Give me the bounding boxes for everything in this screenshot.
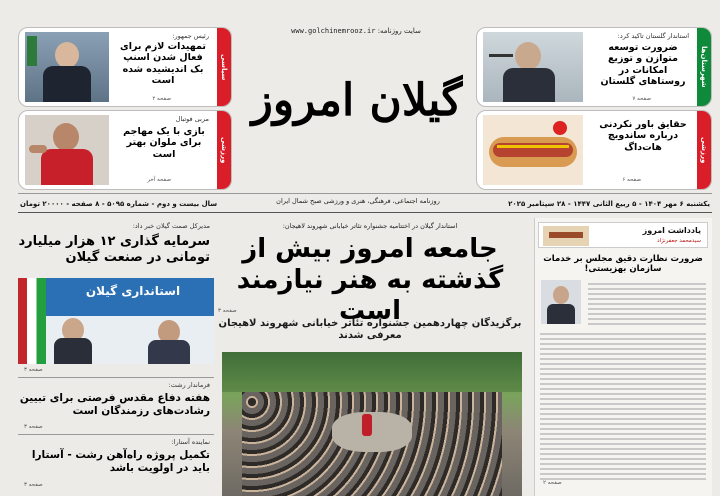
box-top-right[interactable]: [476, 27, 712, 107]
headline[interactable]: ضرورت توسعه متوازن و توزیع امکانات در روستاهای گلستان: [600, 42, 686, 88]
editorial-author-photo: [541, 280, 581, 324]
date-line: یکشنبه ۶ مهر ۱۴۰۴ - ۵ ربیع الثانی ۱۴۴۷ - ۲۸ سپتامبر ۲۰۲۵: [508, 200, 710, 208]
investment-photo: [18, 278, 214, 364]
editorial-column: [534, 218, 712, 496]
page-ref: صفحه ۲: [543, 480, 562, 486]
president-photo: [25, 32, 109, 102]
photo-sign: استانداری گیلان: [85, 284, 181, 298]
left-kicker-2: فرماندار رشت:: [168, 381, 210, 389]
kicker: مربی فوتبال: [175, 115, 209, 123]
lead-page-ref: صفحه ۳: [218, 308, 237, 314]
editorial-body: [540, 330, 706, 483]
website-label: سایت روزنامه:: [377, 27, 421, 35]
divider: [18, 212, 712, 213]
editorial-headline[interactable]: ضرورت نظارت دقیق مجلس بر خدمات سازمان بهزیستی!: [543, 254, 703, 275]
website-line: [242, 27, 470, 35]
left-headline-2[interactable]: هفته دفاع مقدس فرصتی برای تبیین رشادت‌های رزمندگان است: [19, 392, 210, 417]
headline[interactable]: تمهیدات لازم برای فعال شدن اسنپ بک اندیشیده شده است: [120, 41, 206, 87]
kicker: رئیس جمهور:: [172, 32, 209, 40]
editorial-header: [538, 222, 708, 248]
section-tab: سیاسی: [217, 28, 231, 106]
headline[interactable]: بازی با یک مهاجم برای ملوان بهتر است: [123, 126, 205, 160]
coach-photo: [25, 115, 109, 185]
lead-kicker: استاندار گیلان در اختتامیه جشنواره تئاتر خیابانی شهروند لاهیجان:: [282, 222, 458, 230]
masthead-logo[interactable]: [248, 42, 466, 158]
divider: [18, 377, 214, 378]
governor-photo: [483, 32, 583, 102]
box-mid-left[interactable]: [18, 110, 232, 190]
left-page-ref-1: صفحه ۳: [24, 367, 43, 373]
section-tab: ورزشی: [697, 111, 711, 189]
divider: [18, 434, 214, 435]
left-page-ref-3: صفحه ۳: [24, 482, 43, 488]
hotdog-photo: [483, 115, 583, 185]
page-ref: صفحه آخر: [147, 177, 171, 183]
tagline: روزنامه اجتماعی، فرهنگی، هنری و ورزشی صبح شمال ایران: [276, 197, 440, 205]
divider: [18, 193, 712, 194]
left-headline-1[interactable]: سرمایه گذاری ۱۲ هزار میلیارد تومانی در صنعت گیلان: [18, 234, 210, 265]
website-url[interactable]: www.golchinemrooz.ir: [291, 27, 376, 35]
lead-headline[interactable]: جامعه امروز بیش از گذشته به هنر نیازمند است: [236, 234, 504, 327]
lead-crowd-photo: [222, 352, 522, 496]
left-kicker-1: مدیرکل صمت گیلان خبر داد:: [132, 222, 210, 230]
section-tab: شهرستان‌ها: [697, 28, 711, 106]
headline[interactable]: حقایق باور نکردنی درباره ساندویچ هات‌داگ: [599, 119, 687, 153]
box-top-left[interactable]: [18, 27, 232, 107]
editorial-illustration: [543, 226, 589, 246]
page-ref: صفحه ۶: [622, 177, 641, 183]
box-mid-right[interactable]: [476, 110, 712, 190]
logo-text: گیلان امروز: [251, 74, 463, 126]
page-ref: صفحه ۷: [632, 96, 651, 102]
left-headline-3[interactable]: تکمیل پروژه راه‌آهن رشت - آستارا باید در اولویت باشد: [31, 449, 210, 474]
editorial-author: سیدمحمد جعفرنژاد: [657, 238, 701, 244]
issue-line: سال بیست و دوم - شماره ۵۰۹۵ - ۸ صفحه - ۲۰۰۰۰ تومان: [20, 200, 218, 208]
left-kicker-3: نماینده آستارا:: [171, 438, 210, 446]
editorial-section: یادداشت امروز: [642, 226, 701, 235]
lead-subhead[interactable]: برگزیدگان چهاردهمین جشنواره تئاتر خیابانی شهروند لاهیجان معرفی شدند: [218, 318, 522, 341]
page-ref: صفحه ۲: [152, 96, 171, 102]
left-page-ref-2: صفحه ۳: [24, 424, 43, 430]
section-tab: ورزشی: [217, 111, 231, 189]
kicker: استاندار گلستان تاکید کرد:: [617, 32, 689, 40]
editorial-body-top: [588, 280, 706, 328]
